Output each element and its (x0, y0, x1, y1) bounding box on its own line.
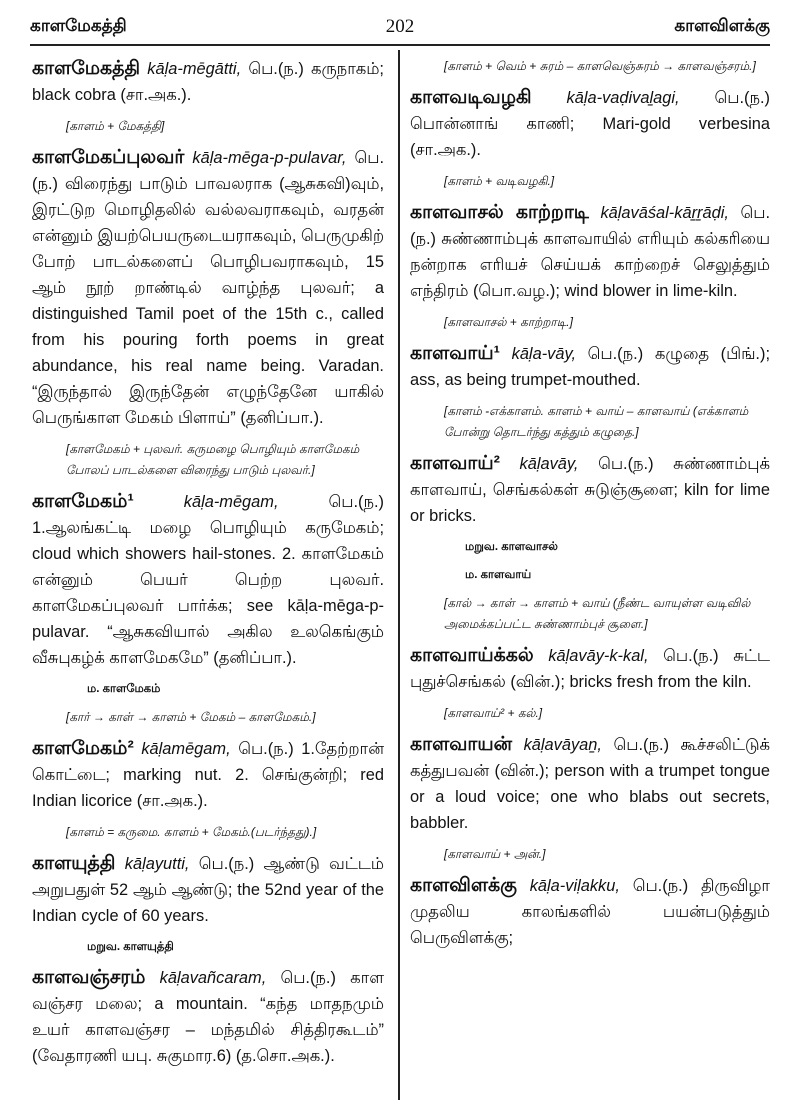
etymology: [காளம் -எக்காளம். காளம் + வாய் – காளவாய் (எக்காளம் போன்று தொடர்ந்து கத்தும் கழுதை.] (444, 404, 749, 439)
dictionary-entry (32, 145, 384, 431)
transliteration: kāḷavāy, (519, 455, 579, 473)
headword: காளவஞ்சரம் (32, 967, 146, 988)
cognate-note: ம. காளமேகம் (87, 683, 161, 695)
etymology: [காளவாசல் + காற்றாடி.] (444, 315, 573, 329)
etymology: [கார் → காள் → காளம் + மேகம் – காளமேகம்.] (66, 710, 316, 724)
headword: காளமேகம்¹ (32, 491, 134, 512)
definition: பெ.(ந.) கழுதை (பிங்.); ass, as being trumpet-mouthed. (410, 345, 770, 389)
transliteration: kāḷavāyaṉ, (523, 736, 602, 754)
definition: பெ.(ந.) 1.தேற்றான் கொட்டை; marking nut. 2. செங்குன்றி; red Indian licorice (சா.அக.). (32, 740, 384, 810)
etymology: [காளவாய் + அன்.] (444, 847, 546, 861)
headword: காளயுத்தி (32, 853, 116, 874)
dictionary-entry (410, 732, 770, 836)
synonym-note: மறுவ. காளயுத்தி (87, 941, 174, 953)
transliteration: kāḷamēgam, (141, 740, 231, 758)
dictionary-entry (410, 643, 770, 695)
etymology: [காளம் + வெம் + சுரம் – காளவெஞ்சுரம் → காளவஞ்சரம்.] (444, 59, 756, 73)
synonym-note: மறுவ. காளவாசல் (465, 541, 558, 553)
headword: காளவிளக்கு (410, 875, 517, 896)
cognate-note: ம. காளவாய் (465, 569, 532, 581)
dictionary-entry (32, 851, 384, 929)
transliteration: kāḷayutti, (124, 855, 190, 873)
transliteration: kāḷavāśal-kāṟṟāḍi, (600, 204, 729, 222)
left-column (32, 56, 384, 1069)
dictionary-entry (410, 873, 770, 951)
definition: பெ.(ந.) விரைந்து பாடும் பாவலராக (ஆசுகவி)வும், இரட்டுற மொழிதலில் வல்லவராகவும், வரதன் என்னும் இயற்பெயருடையராகவும், பெருமுகிற் போற் பாடல்களைப் பொழிபவராகவும், 15 ஆம் நூற் றாண்டில் வாழ்ந்த புலவர்; a distinguished Tamil poet of the 15th c., called from his pouring forth poems in great abundance, his real name being. Varadan. “இருந்தால் இருந்தேன் எழுந்தேனே யாகில் பெருங்காள மேகம் பிளாய்” (தனிப்பா.). (32, 149, 384, 427)
definition: பெ.(ந.) 1.ஆலங்கட்டி மழை பொழியும் கருமேகம்; cloud which showers hail-stones. 2. காளமேகம் என்னும் பெயர் பெற்ற புலவர். காளமேகப்புலவர் பார்க்க; see kāḷa-mēga-p-pulavar. “ஆசுகவியால் அகில உலகெங்கும் வீசுபுகழ்க் காளமேகமே” (தனிப்பா.). (32, 493, 384, 667)
header-left-guideword: காளமேகத்தி (30, 16, 127, 35)
dictionary-entry (32, 56, 384, 108)
dictionary-entry (410, 341, 770, 393)
definition: பெ.(ந.) பொன்னாங் காணி; Mari-gold verbesina (சா.அக.). (410, 89, 770, 159)
definition: பெ.(ந.) சுண்ணாம்புக் காளவாய், செங்கல்கள் சுடுஞ்சூளை; kiln for lime or bricks. (410, 455, 770, 525)
transliteration: kāḷa-mēgātti, (147, 60, 242, 78)
headword: காளவாசல் காற்றாடி (410, 202, 589, 223)
dictionary-entry (410, 200, 770, 304)
definition: பெ.(ந.) திருவிழா முதலிய காலங்களில் பயன்படுத்தும் பெருவிளக்கு; (410, 877, 771, 947)
page-header (30, 14, 770, 44)
headword: காளமேகத்தி (32, 58, 141, 79)
headword: காளவாய்க்கல் (410, 645, 534, 666)
etymology: [காளவாய்² + கல்.] (444, 706, 543, 720)
transliteration: kāḷa-vaḍivaḻagi, (566, 89, 680, 107)
transliteration: kāḷavañcaram, (159, 969, 267, 987)
etymology: [கால் → காள் → காளம் + வாய் (நீண்ட வாயுள்ள வடிவில் அமைக்கப்பட்ட சுண்ணாம்புச் சூளை.] (444, 596, 751, 631)
dictionary-entry (32, 965, 384, 1069)
transliteration: kāḷavāy-k-kal, (548, 647, 649, 665)
dictionary-entry (32, 736, 384, 814)
headword: காளவாய்¹ (410, 343, 500, 364)
dictionary-entry (32, 489, 384, 671)
column-divider (398, 50, 400, 1100)
headword: காளவாயன் (410, 734, 513, 755)
transliteration: kāḷa-mēga-p-pulavar, (192, 149, 347, 167)
transliteration: kāḷa-mēgam, (183, 493, 279, 511)
definition: பெ.(ந.) கருநாகம்; black cobra (சா.அக.). (32, 60, 384, 104)
right-column (410, 56, 770, 951)
transliteration: kāḷa-viḷakku, (529, 877, 620, 895)
headword: காளமேகப்புலவர் (32, 147, 185, 168)
definition: பெ.(ந.) காள வஞ்சர மலை; a mountain. “கந்த மாதநமும் உயர் காளவஞ்சர – மந்தமில் சித்திரகூடம்” (வேதாரணி யபு. சுகுமார.6) (த.சொ.அக.). (32, 969, 384, 1065)
header-right-guideword: காளவிளக்கு (674, 16, 770, 35)
dictionary-entry (410, 451, 770, 529)
headword: காளவடிவழகி (410, 87, 532, 108)
etymology: [காளம் + வடிவழகி.] (444, 174, 555, 188)
definition: பெ.(ந.) சுண்ணாம்புக் காளவாயில் எரியும் கல்கரியை நன்றாக எரியச் செய்யக் காற்றைச் செலுத்தும் எந்திரம் (பொ.வழ.); wind blower in lime-kiln. (410, 204, 770, 300)
page-number: 202 (385, 16, 415, 37)
definition: பெ.(ந.) சுட்ட புதுச்செங்கல் (வின்.); bricks fresh from the kiln. (410, 647, 770, 691)
header-rule (30, 44, 770, 46)
definition: பெ.(ந.) ஆண்டு வட்டம் அறுபதுள் 52 ஆம் ஆண்டு; the 52nd year of the Indian cycle of 60 years. (32, 855, 384, 925)
transliteration: kāḷa-vāy, (511, 345, 576, 363)
etymology: [காளம் = கருமை. காளம் + மேகம்.(படர்ந்தது).] (66, 825, 317, 839)
etymology: [காளமேகம் + புலவர். கருமழை பொழியும் காளமேகம் போலப் பாடல்களை விரைந்து பாடும் புலவர்.] (66, 442, 360, 477)
definition: பெ.(ந.) கூச்சலிட்டுக் கத்துபவன் (வின்.); person with a trumpet tongue or a loud voice; one who blabs out secrets, babbler. (410, 736, 771, 832)
dictionary-entry (410, 85, 770, 163)
headword: காளவாய்² (410, 453, 500, 474)
etymology: [காளம் + மேகத்தி] (66, 119, 165, 133)
headword: காளமேகம்² (32, 738, 134, 759)
